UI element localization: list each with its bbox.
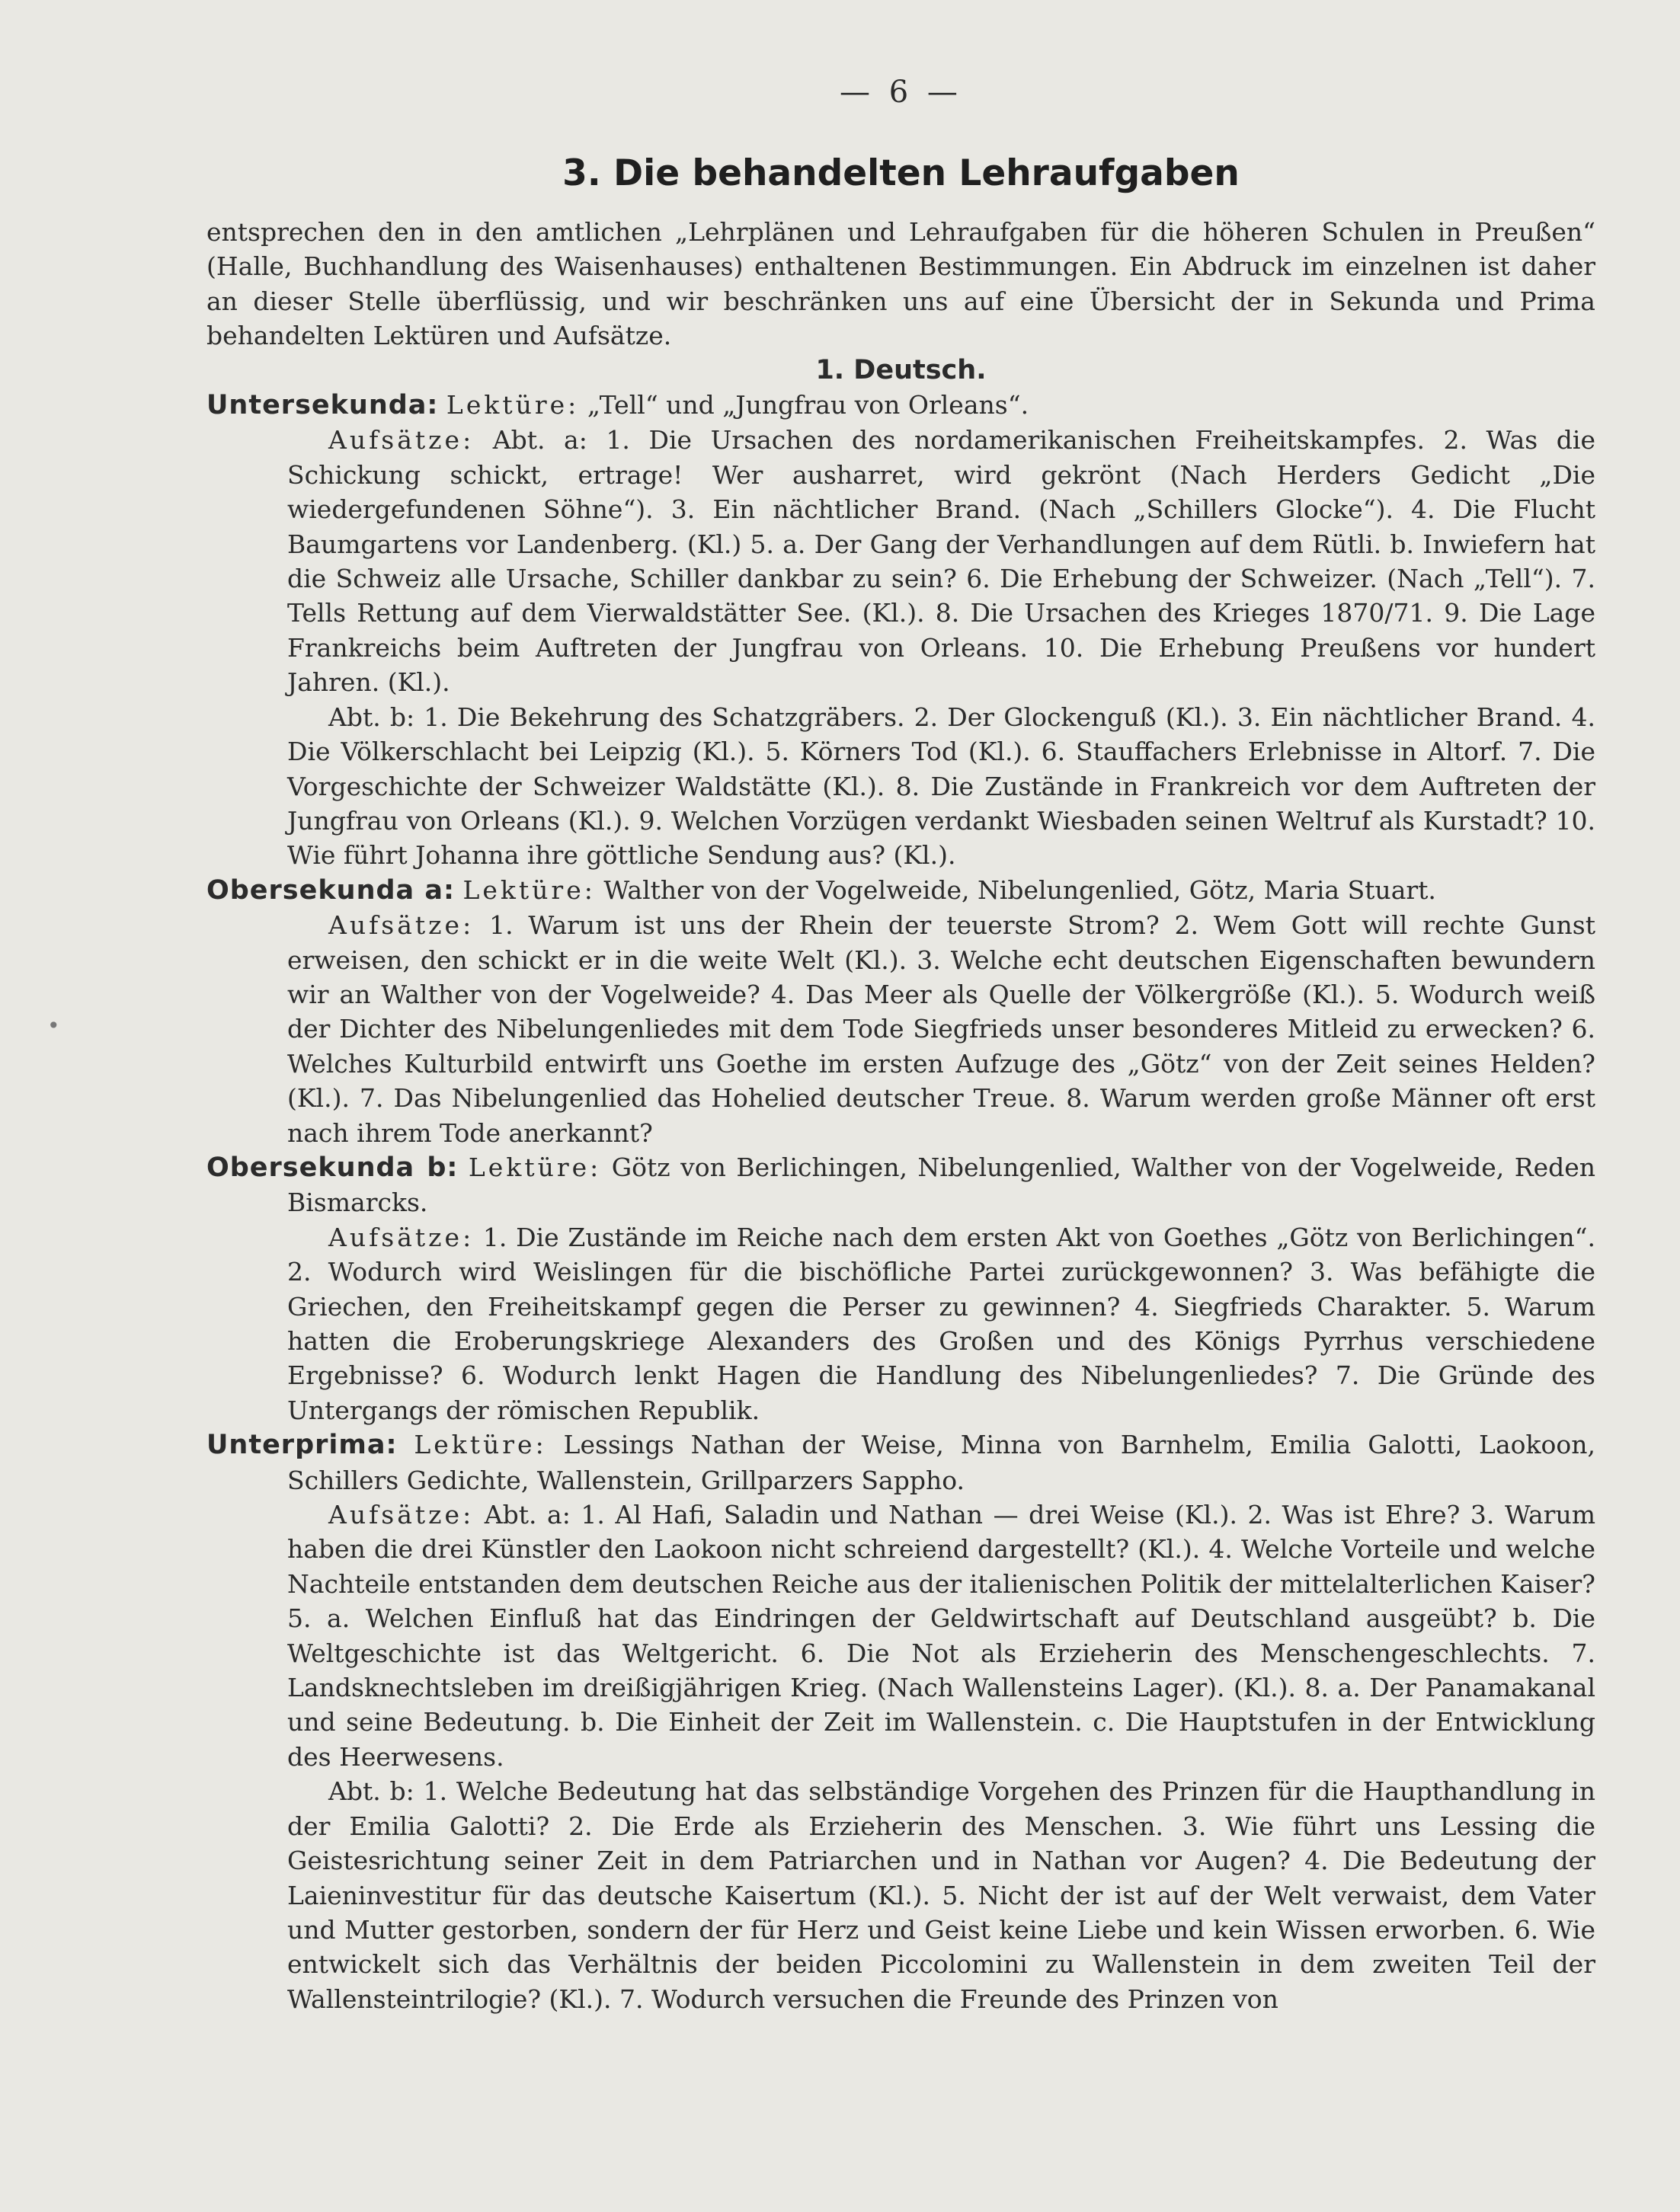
intro-paragraph: entsprechen den in den amtlichen „Lehrplänen und Lehraufgaben für die höheren Schulen in Preußen“ (Halle, Buchhandlung des Waisenhauses) enthaltenen Bestimmungen. Ein Abdruck im einzelnen ist daher an dieser Stelle überflüssig, und wir beschränken uns auf eine Übersicht der in Sekunda und Prima behandelten Lektüren und Aufsätze. xyxy=(206,217,1595,351)
section-title: 1. Deutsch. xyxy=(815,354,987,385)
abt-label: Abt. a: xyxy=(492,425,587,456)
untersekunda-aufsatze-b xyxy=(206,700,1595,873)
aufsatze-text: 1. Warum ist uns der Rhein der teuerste Strom? 2. Wem Gott will rechte Gunst erweisen, den schickt er in die weite Welt (Kl.). 3. Welche echt deutschen Eigenschaften bewundern wir an Walther von der Vogelweide? 4. Das Meer als Quelle der Völkergröße (Kl.). 5. Wodurch weiß der Dichter des Nibelungenliedes mit dem Tode Siegfrieds unser besonderes Mitleid zu erwecken? 6. Welches Kulturbild entwirft uns Goethe im ersten Aufzuge des „Götz“ von der Zeit seines Helden? (Kl.). 7. Das Nibelungenlied das Hohelied deutscher Treue. 8. Warum werden große Männer oft erst nach ihrem Tode anerkannt? xyxy=(287,910,1595,1148)
lekture-text: Lessings Nathan der Weise, Minna von Barnhelm, Emilia Galotti, Laokoon, Schillers Gedichte, Wallenstein, Grillparzers Sappho. xyxy=(287,1430,1595,1495)
untersekunda-aufsatze-a xyxy=(206,423,1595,699)
lekture-label: Lektüre: xyxy=(468,1152,602,1182)
page-title: 3. Die behandelten Lehraufgaben xyxy=(562,152,1240,194)
lekture-label: Lektüre: xyxy=(446,390,580,420)
obersekunda-b-aufsatze xyxy=(206,1220,1595,1427)
abt-label: Abt. b: xyxy=(328,702,415,732)
class-name: Untersekunda: xyxy=(206,390,439,421)
aufsatze-label: Aufsätze: xyxy=(328,1222,475,1252)
obersekunda-b-lekture xyxy=(206,1150,1595,1220)
unterprima-aufsatze-a xyxy=(206,1498,1595,1774)
margin-mark: • xyxy=(47,1013,60,1038)
aufsatze-text: 1. Die Ursachen des nordamerikanischen Freiheitskampfes. 2. Was die Schickung schickt, ertrage! Wer ausharret, wird gekrönt (Nach Herders Gedicht „Die wiedergefundenen Söhne“). 3. Ein nächtlicher Brand. (Nach „Schillers Glocke“). 4. Die Flucht Baumgartens vor Landenberg. (Kl.) 5. a. Der Gang der Verhandlungen auf dem Rütli. b. Inwiefern hat die Schweiz alle Ursache, Schiller dankbar zu sein? 6. Die Erhebung der Schweizer. (Nach „Tell“). 7. Tells Rettung auf dem Vierwaldstätter See. (Kl.). 8. Die Ursachen des Krieges 1870/71. 9. Die Lage Frankreichs beim Auftreten der Jungfrau von Orleans. 10. Die Erhebung Preußens vor hundert Jahren. (Kl.). xyxy=(287,425,1595,698)
aufsatze-text: 1. Die Zustände im Reiche nach dem ersten Akt von Goethes „Götz von Berlichingen“. 2. Wodurch wird Weislingen für die bischöfliche Partei zurückgewonnen? 3. Was befähigte die Griechen, den Freiheitskampf gegen die Perser zu gewinnen? 4. Siegfrieds Charakter. 5. Warum hatten die Eroberungskriege Alexanders des Großen und des Königs Pyrrhus verschiedene Ergebnisse? 6. Wodurch lenkt Hagen die Handlung des Nibelungenliedes? 7. Die Gründe des Untergangs der römischen Republik. xyxy=(287,1222,1595,1425)
class-name: Unterprima: xyxy=(206,1430,398,1461)
lekture-label: Lektüre: xyxy=(414,1430,547,1460)
aufsatze-label: Aufsätze: xyxy=(328,910,475,941)
unterprima-aufsatze-b xyxy=(206,1774,1595,2016)
lekture-text: Walther von der Vogelweide, Nibelungenlied, Götz, Maria Stuart. xyxy=(603,874,1436,905)
aufsatze-text: 1. Welche Bedeutung hat das selbständige Vorgehen des Prinzen für die Haupthandlung in der Emilia Galotti? 2. Die Erde als Erzieherin des Menschen. 3. Wie führt uns Lessing die Geistesrichtung seiner Zeit in dem Patriarchen und in Nathan vor Augen? 4. Die Bedeutung der Laieninvestitur für das deutsche Kaisertum (Kl.). 5. Nicht der ist auf der Welt verwaist, dem Vater und Mutter gestorben, sondern der für Herz und Geist keine Liebe und kein Wissen erworben. 6. Wie entwickelt sich das Verhältnis der beiden Piccolomini zu Wallenstein in dem zweiten Teil der Wallensteintrilogie? (Kl.). 7. Wodurch versuchen die Freunde des Prinzen von xyxy=(287,1776,1595,2014)
aufsatze-label: Aufsätze: xyxy=(328,1500,475,1530)
unterprima-lekture xyxy=(206,1427,1595,1498)
obersekunda-a-aufsatze xyxy=(206,908,1595,1150)
abt-label: Abt. b: xyxy=(328,1776,414,1807)
aufsatze-label: Aufsätze: xyxy=(328,425,475,456)
obersekunda-a-lekture xyxy=(206,873,1595,908)
abt-label: Abt. a: xyxy=(484,1500,571,1530)
class-name: Obersekunda a: xyxy=(206,874,455,906)
aufsatze-text: 1. Al Hafi, Saladin und Nathan — drei Weise (Kl.). 2. Was ist Ehre? 3. Warum haben die drei Künstler den Laokoon nicht schreiend dargestellt? (Kl.). 4. Welche Vorteile und welche Nachteile entstanden dem deutschen Reiche aus der italienischen Politik der mittelalterlichen Kaiser? 5. a. Welchen Einfluß hat das Eindringen der Geldwirtschaft auf Deutschland ausgeübt? b. Die Weltgeschichte ist das Weltgericht. 6. Die Not als Erzieherin des Menschengeschlechts. 7. Landsknechtsleben im dreißigjährigen Krieg. (Nach Wallensteins Lager). (Kl.). 8. a. Der Panamakanal und seine Bedeutung. b. Die Einheit der Zeit im Wallenstein. c. Die Hauptstufen in der Entwicklung des Heerwesens. xyxy=(287,1500,1595,1772)
body-text xyxy=(206,215,1595,2016)
lekture-text: „Tell“ und „Jungfrau von Orleans“. xyxy=(587,390,1029,420)
aufsatze-text: 1. Die Bekehrung des Schatzgräbers. 2. Der Glockenguß (Kl.). 3. Ein nächtlicher Brand. 4. Die Völkerschlacht bei Leipzig (Kl.). 5. Körners Tod (Kl.). 6. Stauffachers Erlebnisse in Altorf. 7. Die Vorgeschichte der Schweizer Waldstätte (Kl.). 8. Die Zustände in Frankreich vor dem Auftreten der Jungfrau von Orleans (Kl.). 9. Welchen Vorzügen verdankt Wiesbaden seinen Weltruf als Kurstadt? 10. Wie führt Johanna ihre göttliche Sendung aus? (Kl.). xyxy=(287,702,1595,871)
untersekunda-lekture xyxy=(206,388,1595,423)
class-name: Obersekunda b: xyxy=(206,1152,459,1183)
lekture-label: Lektüre: xyxy=(462,874,596,905)
page-number: — 6 — xyxy=(840,75,962,110)
lekture-text: Götz von Berlichingen, Nibelungenlied, Walther von der Vogelweide, Reden Bismarcks. xyxy=(287,1152,1596,1218)
